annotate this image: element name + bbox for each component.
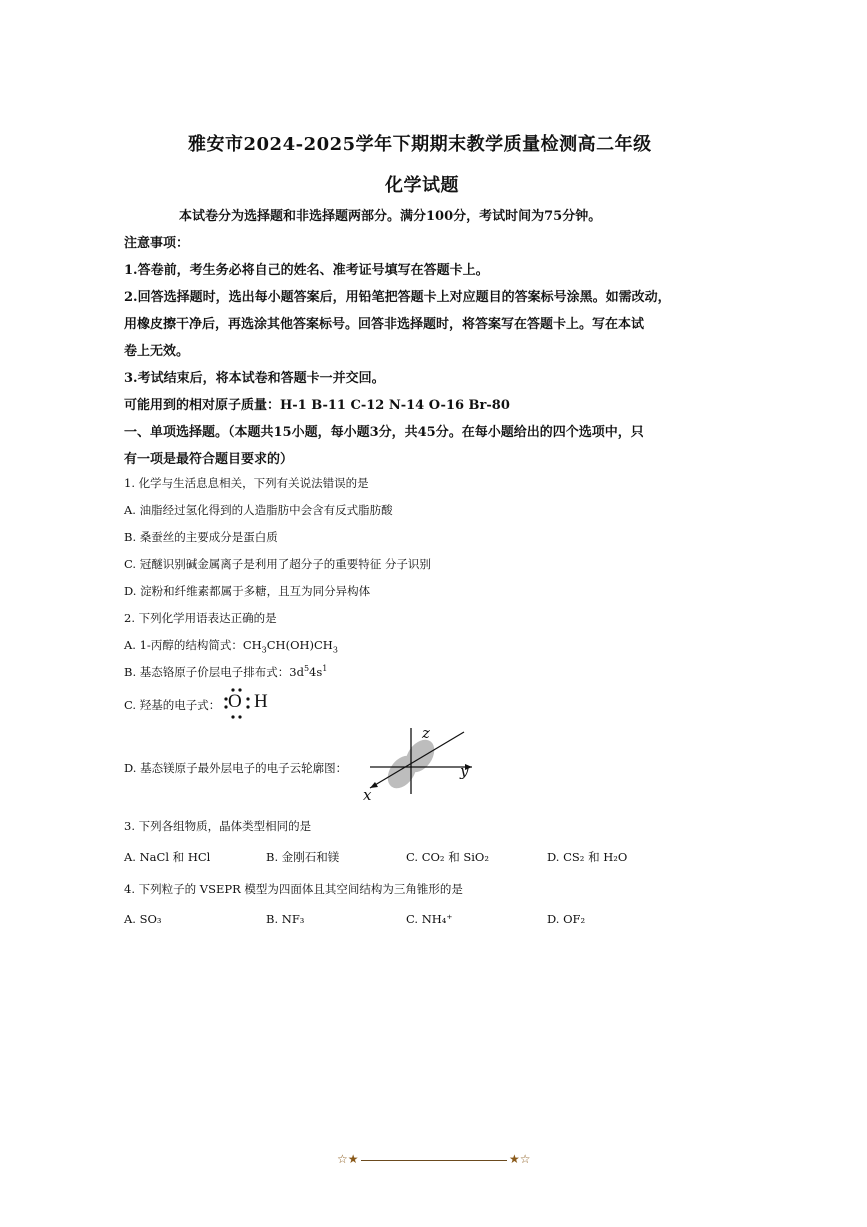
note-3: 3.考试结束后，将本试卷和答题卡一并交回。: [124, 371, 385, 386]
q3-option-d: D. CS₂ 和 H₂O: [547, 850, 628, 864]
oxygen-symbol: O: [228, 691, 242, 712]
q2-option-a: A. 1-丙醇的结构简式：$CH_3CH(OH)CH_3$: [124, 638, 338, 655]
q2-a-formula: CH(OH)CH: [266, 638, 333, 652]
q1-stem: 1. 化学与生活息息相关，下列有关说法错误的是: [124, 476, 369, 490]
notes-heading: 注意事项：: [124, 236, 190, 251]
q4-option-b: B. NF₃: [266, 912, 305, 926]
hydrogen-symbol: H: [254, 691, 268, 712]
note-2-line-3: 卷上无效。: [124, 344, 190, 359]
note-2-line-1: 2.回答选择题时，选出每小题答案后，用铅笔把答题卡上对应题目的答案标号涂黑。如需改动，: [124, 290, 671, 305]
q2-option-c: C. 羟基的电子式：: [124, 698, 221, 712]
q2-stem: 2. 下列化学用语表达正确的是: [124, 611, 277, 625]
exam-intro: 本试卷分为选择题和非选择题两部分。满分100分，考试时间为75分钟。: [179, 209, 602, 224]
note-1: 1.答卷前，考生务必将自己的姓名、准考证号填写在答题卡上。: [124, 263, 489, 278]
q3-option-c: C. CO₂ 和 SiO₂: [406, 850, 489, 864]
q4-option-a: A. SO₃: [124, 912, 162, 926]
q1-option-c: C. 冠醚识别碱金属离子是利用了超分子的重要特征 分子识别: [124, 557, 431, 571]
q4-option-d: D. OF₂: [547, 912, 586, 926]
footer-rule: [361, 1160, 507, 1161]
s-orbital-diagram: [360, 724, 480, 806]
section-1-heading-cont: 有一项是最符合题目要求的）: [124, 452, 294, 467]
q3-option-a: A. NaCl 和 HCl: [124, 850, 211, 864]
axis-z-label: z: [422, 724, 430, 742]
exam-subtitle: 化学试题: [385, 175, 459, 196]
footer-left-stars: ☆★: [337, 1152, 359, 1166]
q1-option-a: A. 油脂经过氢化得到的人造脂肪中会含有反式脂肪酸: [124, 503, 393, 517]
q3-option-b: B. 金刚石和镁: [266, 850, 340, 864]
q3-stem: 3. 下列各组物质，晶体类型相同的是: [124, 819, 312, 833]
footer-right-stars: ★☆: [509, 1152, 531, 1166]
axis-x-label: x: [363, 786, 372, 804]
q1-option-b: B. 桑蚕丝的主要成分是蛋白质: [124, 530, 278, 544]
q2-b-text: B. 基态铬原子价层电子排布式：3d: [124, 665, 304, 679]
q4-stem: 4. 下列粒子的 VSEPR 模型为四面体且其空间结构为三角锥形的是: [124, 882, 463, 896]
q4-option-c: C. NH₄⁺: [406, 912, 453, 926]
atomic-masses: 可能用到的相对原子质量：H-1 B-11 C-12 N-14 O-16 Br-80: [124, 398, 510, 413]
q2-option-b: [124, 664, 327, 680]
section-1-heading: 一、单项选择题。（本题共15小题，每小题3分，共45分。在每小题给出的四个选项中，只: [124, 425, 644, 440]
q2-option-d: D. 基态镁原子最外层电子的电子云轮廓图：: [124, 761, 348, 775]
axis-y-label: y: [460, 762, 469, 780]
hydroxyl-electron-formula: [224, 686, 274, 720]
q2-b-sup-s: 1: [322, 664, 328, 674]
q1-option-d: D. 淀粉和纤维素都属于多糖，且互为同分异构体: [124, 584, 371, 598]
note-2-line-2: 用橡皮擦干净后，再选涂其他答案标号。回答非选择题时，将答案写在答题卡上。写在本试: [124, 317, 645, 332]
exam-title: 雅安市2024-2025学年下期期末教学质量检测高二年级: [188, 134, 652, 155]
q2-b-sup-d: 5: [303, 664, 310, 674]
q2-a-text: A. 1-丙醇的结构简式：CH: [124, 638, 262, 652]
page-footer: [337, 1152, 532, 1168]
q2-b-4s: 4s: [309, 665, 323, 679]
